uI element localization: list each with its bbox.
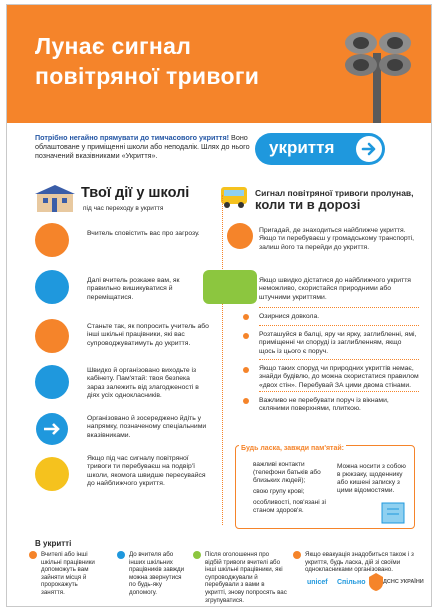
info-icon xyxy=(117,551,125,559)
intro-text xyxy=(35,133,263,160)
alert-icon xyxy=(293,551,301,559)
bullet-dot xyxy=(243,333,249,339)
intro-body: Воно облаштоване у приміщенні школи або неподалік. Шлях до нього позначений вказівниками «Укриття». xyxy=(35,133,250,160)
school-subheading: під час переходу в укриття xyxy=(83,205,164,212)
together-logo: Спільно xyxy=(337,579,366,586)
siren-icon xyxy=(339,13,417,123)
in-shelter-col-1: Вчителі або інші шкільні працівники допоможуть вам зайняти місця й пророкажуть заняття. xyxy=(41,551,95,596)
school-step-6: Якщо під час сигналу повітряної тривоги ти перебуваєш на подвір'ї школи, якомога швидше пересувайся до найближчого укриття. xyxy=(87,455,206,487)
sign-arrow-icon xyxy=(35,412,69,446)
road-step-6: Важливо не перебувати поруч із вікнами, скляними поверхнями, плиткою. xyxy=(259,397,389,413)
road-step-1: Пригадай, де знаходиться найближче укриття. Якщо ти перебуваєш у громадському транспорті, залиш його та перейди до укриття. xyxy=(259,227,415,251)
bus-icon xyxy=(219,185,249,209)
arrow-right-icon xyxy=(356,136,382,162)
school-step-3: Станьте так, як попросить учитель або інші шкільні працівники, які вас супроводжуватимуть до укриття. xyxy=(87,323,209,347)
notebook-icon xyxy=(379,501,407,525)
road-divider xyxy=(259,391,419,392)
road-step-4: Розташуйся в балці, яру чи ярку, заглибленні, ямі, приміщенні чи споруді із заглибленням, якщо щось із цього є поруч. xyxy=(259,331,417,355)
school-icon xyxy=(35,183,75,213)
title-line1: Лунає сигнал xyxy=(35,33,192,59)
gov-logo: ДСНС УКРАЇНИ xyxy=(383,579,424,585)
road-heading xyxy=(255,188,414,210)
page-title xyxy=(35,31,259,91)
in-shelter-col-4: Якщо евакуація знадобиться також і з укриття, будь ласка, дій зі своїми однокласниками організовано. xyxy=(305,551,414,574)
lineup-icon xyxy=(35,319,69,353)
bullet-dot xyxy=(243,314,249,320)
column-divider xyxy=(222,195,223,525)
road-heading-line2: коли ти в дорозі xyxy=(255,197,361,212)
school-step-4: Швидко й організовано виходьте із кабінету. Пам'ятай: твоя безпека зараз залежить від злагодженості в діях усіх однокласників. xyxy=(87,367,199,399)
in-shelter-heading: В укритті xyxy=(35,539,72,548)
unicef-logo: unicef xyxy=(307,579,328,586)
road-step-3: Озирнися довкола. xyxy=(259,313,320,320)
reminder-list xyxy=(253,461,337,518)
title-line2: повітряної тривоги xyxy=(35,63,260,89)
in-shelter-col-3: Після оголошення про відбій тривоги вчителі або інші шкільні працівники, які супроводжували й перебували з вами в укритті, знову попросять вас згрупуватися. xyxy=(205,551,287,604)
info-icon xyxy=(29,551,37,559)
check-icon xyxy=(193,551,201,559)
shelter-sign-label: укриття xyxy=(269,138,335,157)
road-step-2: Якщо швидко дістатися до найближчого укриття неможливо, скористайся природними або штучними укриттями. xyxy=(259,277,411,301)
teacher-icon xyxy=(35,223,69,257)
reminder-item: свою групу крові; xyxy=(253,488,305,495)
header-banner xyxy=(7,5,432,123)
bullet-dot xyxy=(243,398,249,404)
bullet-dot xyxy=(243,367,249,373)
field-icon xyxy=(203,270,257,304)
reminder-item: важливі контакти (телефони батьків або близьких людей); xyxy=(253,461,321,484)
poster xyxy=(6,4,432,607)
road-divider xyxy=(259,307,419,308)
reminder-note: Можна носити з собою в рюкзаку, щоденнику або кишені записку з цими відомостями. xyxy=(337,463,406,494)
group-icon xyxy=(35,365,69,399)
reminder-title: Будь ласка, завжди пам'ятай: xyxy=(241,445,345,452)
road-step-5: Якщо таких споруд чи природних укриттів немає, знайди будівлю, до можна скористатися правилом «двох стін». Перебувай ЗА цими двома стінами. xyxy=(259,365,419,389)
road-divider xyxy=(259,325,419,326)
school-heading: Твої дії у школі xyxy=(81,185,190,201)
road-divider xyxy=(259,359,419,360)
children-icon xyxy=(35,270,69,304)
school-yard-icon xyxy=(35,457,69,491)
shelter-sign xyxy=(255,133,385,165)
in-shelter-col-2: До вчителя або інших шкільних працівників завжди можна звернутися по будь-яку допомогу. xyxy=(129,551,185,596)
emblem-icon xyxy=(369,573,383,591)
remember-icon xyxy=(227,223,253,249)
school-step-5: Організовано й зосереджено йдіть у напрямку, позначеному спеціальними вказівниками. xyxy=(87,415,207,439)
school-step-1: Вчитель сповістить вас про загрозу. xyxy=(87,230,200,237)
school-step-2: Далі вчитель розкаже вам, як правильно вишикуватися й переміщатися. xyxy=(87,277,180,301)
road-heading-line1: Сигнал повітряної тривоги пролунав, xyxy=(255,188,414,198)
intro-bold: Потрібно негайно прямувати до тимчасового укриття! xyxy=(35,133,230,142)
reminder-item: особливості, пов'язані зі станом здоров'я. xyxy=(253,499,326,514)
